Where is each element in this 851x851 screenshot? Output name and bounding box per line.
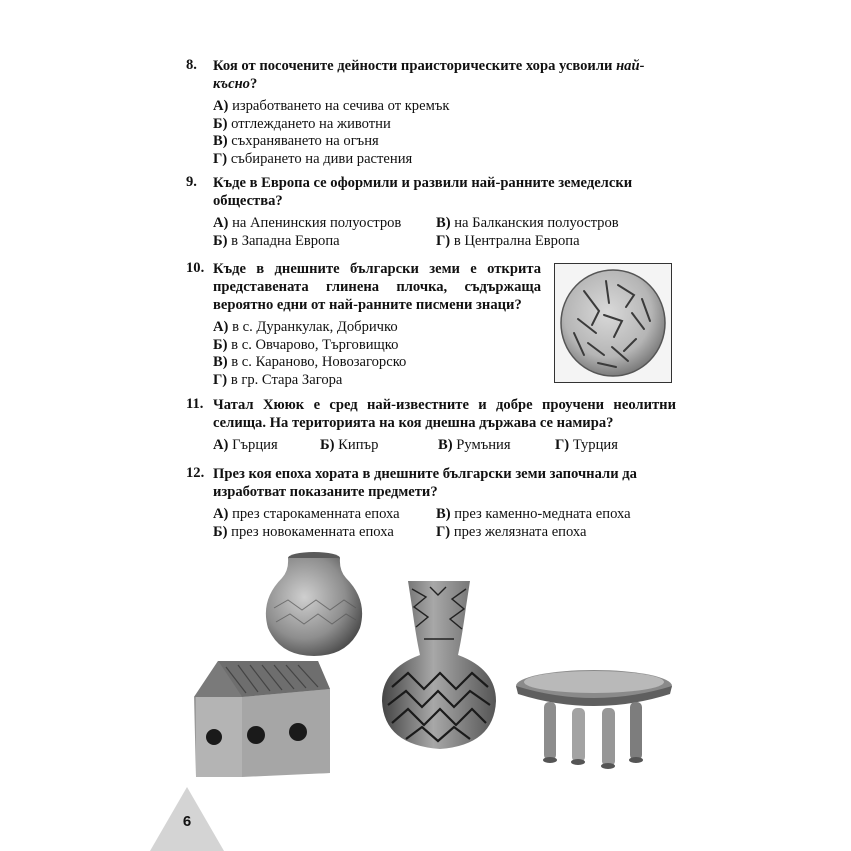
question-9: [186, 174, 676, 250]
question-10: [186, 260, 541, 389]
option-a[interactable]: А) в с. Дуранкулак, Добричко: [213, 319, 398, 335]
option-a[interactable]: А) на Апенинския полуостров: [213, 215, 402, 231]
option-g[interactable]: Г) Турция: [555, 437, 618, 453]
answer-options: [213, 215, 676, 250]
option-b[interactable]: Б) Кипър: [320, 437, 379, 453]
question-number: 10.: [186, 260, 205, 276]
option-v[interactable]: В) Румъния: [438, 437, 511, 453]
question-text: Чатал Хююк е сред най-известните и добре проучени неолитни селища. На територията на коя днешна държава се намира?: [213, 397, 676, 431]
option-a[interactable]: А) изработването на сечива от кремък: [213, 98, 450, 114]
answer-options: [213, 319, 541, 389]
option-g[interactable]: Г) през желязната епоха: [436, 523, 587, 540]
footed-table-image: [514, 668, 674, 770]
question-text: Къде в Европа се оформили и развили най-ранните земеделски общества?: [213, 175, 633, 209]
answer-options: [213, 437, 676, 455]
option-b[interactable]: Б) отглеждането на животни: [213, 115, 391, 132]
option-v[interactable]: В) на Балканския полуостров: [436, 215, 619, 231]
decorated-vase-image: [378, 577, 500, 752]
clay-house-model-image: [186, 657, 336, 781]
option-b[interactable]: Б) през новокаменната епоха: [213, 523, 394, 540]
answer-options: [213, 506, 676, 541]
option-b[interactable]: Б) в с. Овчарово, Търговищко: [213, 336, 399, 353]
question-8: [186, 57, 676, 168]
question-11: [186, 396, 676, 455]
question-number: 9.: [186, 174, 197, 190]
question-number: 12.: [186, 465, 205, 481]
option-v[interactable]: В) съхраняването на огъня: [213, 133, 379, 149]
option-a[interactable]: А) през старокаменната епоха: [213, 506, 400, 522]
option-v[interactable]: В) през каменно-медната епоха: [436, 506, 631, 522]
answer-options: [213, 98, 676, 168]
option-b[interactable]: Б) в Западна Европа: [213, 232, 340, 249]
option-v[interactable]: В) в с. Караново, Новозагорско: [213, 354, 407, 370]
round-pot-image: [258, 548, 370, 658]
option-g[interactable]: Г) в Централна Европа: [436, 232, 580, 249]
question-text: През коя епоха хората в днешните български земи започнали да изработват показаните предмети?: [213, 466, 637, 500]
question-text: Коя от посочените дейности праисторическите хора усвоили най-късно?: [213, 58, 645, 92]
clay-tablet-image: [554, 263, 672, 383]
question-12: [186, 465, 676, 541]
option-g[interactable]: Г) събирането на диви растения: [213, 150, 413, 167]
question-text: Къде в днешните български земи е открита представената глинена плочка, съдържаща вероятно едни от най-ранните писмени знаци?: [213, 261, 541, 313]
question-number: 8.: [186, 57, 197, 73]
option-g[interactable]: Г) в гр. Стара Загора: [213, 371, 343, 388]
question-number: 11.: [186, 396, 204, 412]
page-number: 6: [182, 813, 192, 830]
option-a[interactable]: А) Гърция: [213, 437, 278, 453]
